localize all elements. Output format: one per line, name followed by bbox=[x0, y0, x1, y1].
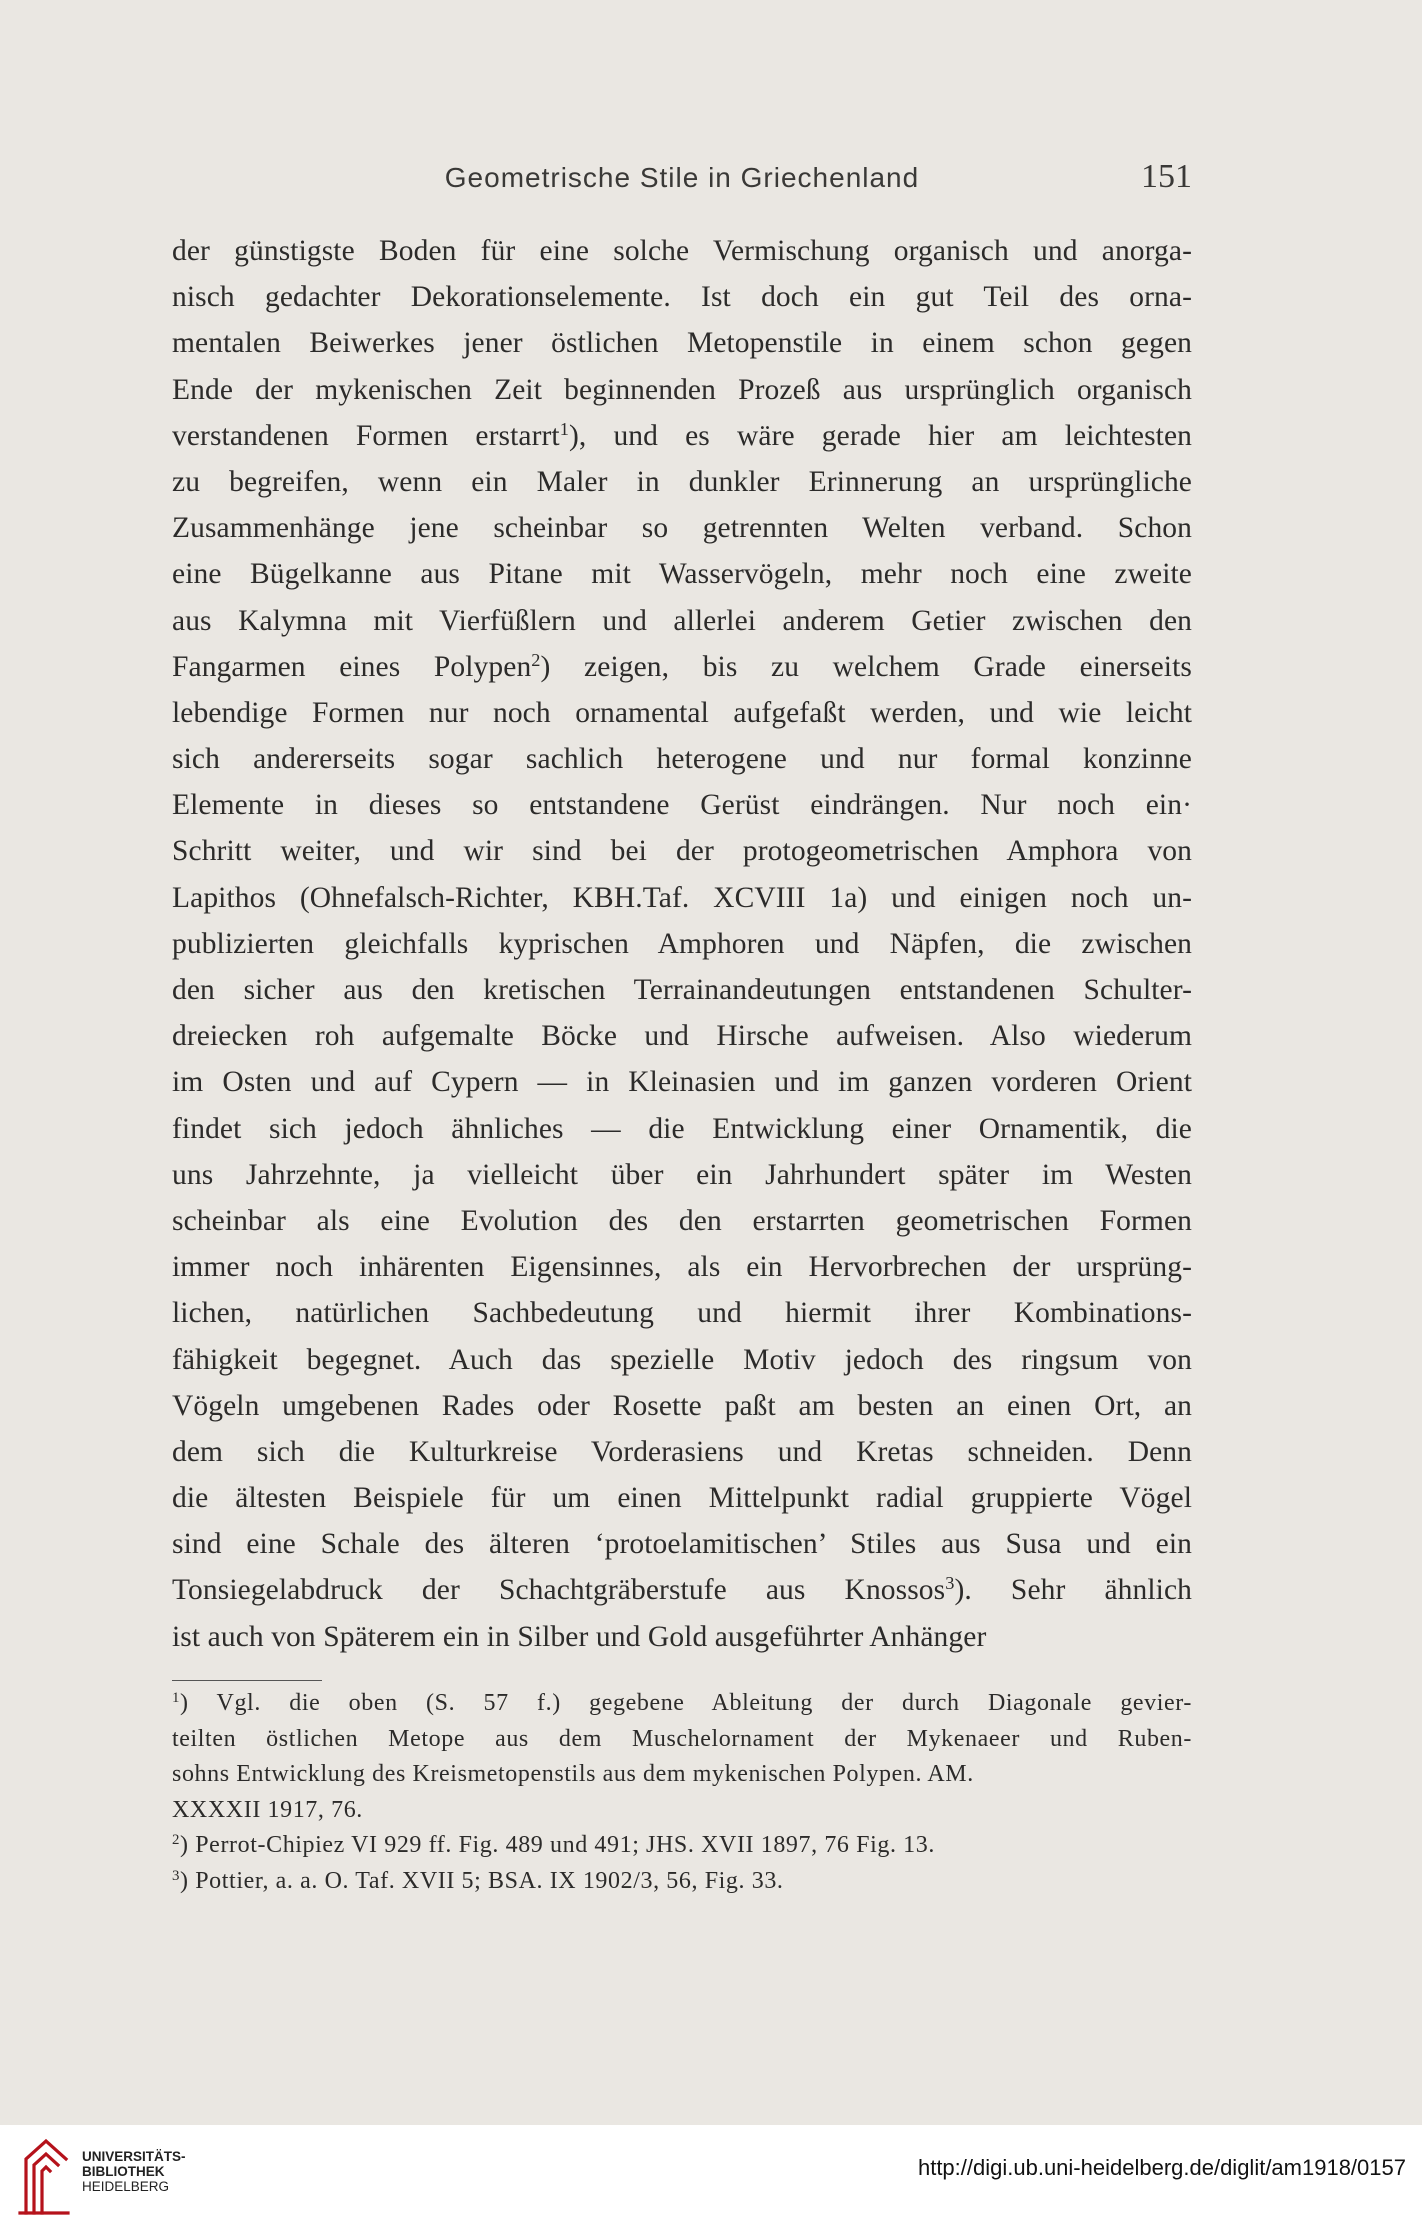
text-line: Schritt weiter, und wir sind bei der protogeometrischen Amphora von bbox=[172, 835, 1192, 868]
library-logo-icon bbox=[16, 2135, 74, 2217]
text-line: ist auch von Späterem ein in Silber und Gold ausgeführter Anhänger bbox=[172, 1620, 987, 1653]
footnote-line bbox=[172, 1686, 1192, 1722]
text-line: Vögeln umgebenen Rades oder Rosette paßt am besten an einen Ort, an bbox=[172, 1389, 1192, 1422]
footnote-marker: 2 bbox=[531, 649, 541, 670]
footnote-line: sohns Entwicklung des Kreismetopenstils aus dem mykenischen Polypen. AM. bbox=[172, 1761, 974, 1787]
text-line: dem sich die Kulturkreise Vorderasiens und Kretas schneiden. Denn bbox=[172, 1435, 1192, 1468]
text-segment: ), und es wäre gerade hier am leichtesten bbox=[568, 419, 1192, 452]
text-segment: ) Vgl. die oben (S. 57 f.) gegebene Ableitung der durch Diagonale gevier- bbox=[180, 1690, 1192, 1716]
text-segment: Tonsiegelabdruck der Schachtgräberstufe aus Knossos bbox=[172, 1574, 946, 1607]
source-url[interactable]: http://digi.ub.uni-heidelberg.de/diglit/am1918/0157 bbox=[917, 2155, 1406, 2180]
text-line: scheinbar als eine Evolution des den erstarrten geometrischen Formen bbox=[172, 1204, 1192, 1237]
library-name-line: BIBLIOTHEK bbox=[82, 2164, 165, 2179]
text-line: aus Kalymna mit Vierfüßlern und allerlei anderem Getier zwischen den bbox=[172, 604, 1192, 637]
library-name-line: HEIDELBERG bbox=[82, 2179, 170, 2194]
text-line: findet sich jedoch ähnliches — die Entwicklung einer Ornamentik, die bbox=[172, 1112, 1192, 1145]
footnotes bbox=[172, 1686, 1192, 1899]
text-line: publizierten gleichfalls kyprischen Amphoren und Näpfen, die zwischen bbox=[172, 927, 1192, 960]
text-line: Elemente in dieses so entstandene Gerüst eindrängen. Nur noch ein· bbox=[172, 789, 1192, 822]
running-title: Geometrische Stile in Griechenland bbox=[444, 162, 920, 193]
text-line: sich andererseits sogar sachlich heterogene und nur formal konzinne bbox=[172, 743, 1192, 776]
text-line: fähigkeit begegnet. Auch das spezielle Motiv jedoch des ringsum von bbox=[172, 1343, 1192, 1376]
text-line: sind eine Schale des älteren ‘protoelamitischen’ Stiles aus Susa und ein bbox=[172, 1528, 1192, 1561]
text-segment: verstandenen Formen erstarrt bbox=[172, 419, 560, 452]
text-line: lebendige Formen nur noch ornamental aufgefaßt werden, und wie leicht bbox=[172, 696, 1192, 729]
page-number: 151 bbox=[1141, 158, 1192, 195]
text-line: mentalen Beiwerkes jener östlichen Metopenstile in einem schon gegen bbox=[172, 327, 1192, 360]
text-segment: ) Perrot-Chipiez VI 929 ff. Fig. 489 und 491; JHS. XVII 1897, 76 Fig. 13. bbox=[180, 1832, 935, 1858]
text-line: die ältesten Beispiele für um einen Mittelpunkt radial gruppierte Vögel bbox=[172, 1482, 1192, 1515]
text-line: Lapithos (Ohnefalsch-Richter, KBH.Taf. XCVIII 1a) und einigen noch un- bbox=[172, 881, 1192, 914]
digitization-footer bbox=[0, 2125, 1422, 2228]
library-name-line: UNIVERSITÄTS- bbox=[82, 2149, 186, 2164]
text-line: immer noch inhärenten Eigensinnes, als ein Hervorbrechen der ursprüng- bbox=[172, 1251, 1192, 1284]
text-line: uns Jahrzehnte, ja vielleicht über ein Jahrhundert später im Westen bbox=[172, 1158, 1192, 1191]
text-line: der günstigste Boden für eine solche Vermischung organisch und anorga- bbox=[172, 235, 1192, 267]
text-line: Ende der mykenischen Zeit beginnenden Prozeß aus ursprünglich organisch bbox=[172, 373, 1192, 406]
text-line bbox=[172, 413, 1192, 459]
text-line: lichen, natürlichen Sachbedeutung und hiermit ihrer Kombinations- bbox=[172, 1297, 1192, 1330]
footnote-line bbox=[172, 1864, 1192, 1900]
text-line: dreiecken roh aufgemalte Böcke und Hirsche aufweisen. Also wiederum bbox=[172, 1020, 1192, 1053]
footnote-line: teilten östlichen Metope aus dem Muschelornament der Mykenaeer und Ruben- bbox=[172, 1725, 1192, 1752]
page-header bbox=[172, 158, 1192, 206]
footnote-marker: 1 bbox=[559, 418, 569, 439]
footnote-separator bbox=[172, 1680, 322, 1681]
footnote-line: XXXXII 1917, 76. bbox=[172, 1796, 363, 1823]
text-line: Zusammenhänge jene scheinbar so getrennten Welten verband. Schon bbox=[172, 512, 1192, 545]
body-text bbox=[172, 228, 1192, 1660]
text-line bbox=[172, 1567, 1192, 1613]
footnote-marker: 2 bbox=[172, 1831, 181, 1848]
text-line: im Osten und auf Cypern — in Kleinasien und im ganzen vorderen Orient bbox=[172, 1066, 1192, 1099]
footnote-marker: 3 bbox=[172, 1867, 181, 1884]
text-segment: Fangarmen eines Polypen bbox=[172, 650, 532, 683]
text-line: eine Bügelkanne aus Pitane mit Wasservögeln, mehr noch eine zweite bbox=[172, 558, 1192, 591]
footnote-marker: 3 bbox=[945, 1573, 955, 1594]
text-line: nisch gedachter Dekorationselemente. Ist doch ein gut Teil des orna- bbox=[172, 281, 1192, 314]
text-segment: ) Pottier, a. a. O. Taf. XVII 5; BSA. IX 1902/3, 56, Fig. 33. bbox=[180, 1867, 784, 1894]
text-line bbox=[172, 644, 1192, 690]
text-line: den sicher aus den kretischen Terrainandeutungen entstandenen Schulter- bbox=[172, 974, 1192, 1006]
text-segment: ) zeigen, bis zu welchem Grade einerseits bbox=[540, 650, 1192, 683]
footnote-line bbox=[172, 1828, 1192, 1864]
text-segment: ). Sehr ähnlich bbox=[954, 1574, 1192, 1607]
library-name bbox=[82, 2149, 186, 2194]
text-line: zu begreifen, wenn ein Maler in dunkler Erinnerung an ursprüngliche bbox=[172, 465, 1192, 498]
footnote-marker: 1 bbox=[172, 1689, 181, 1706]
